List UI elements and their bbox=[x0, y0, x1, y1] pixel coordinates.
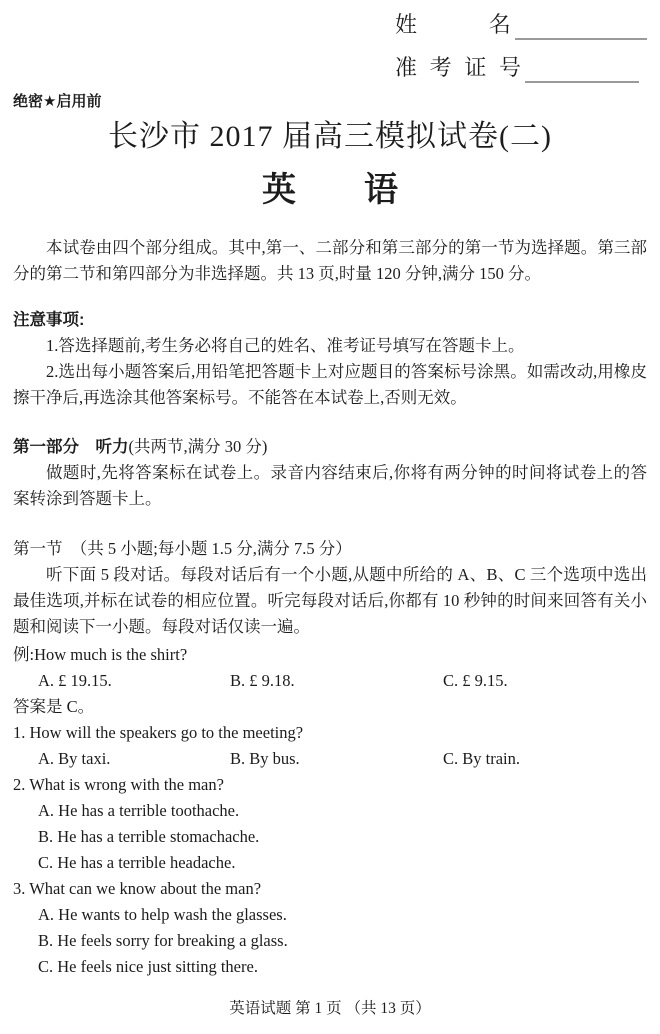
exam-title: 长沙市 2017 届高三模拟试卷(二) bbox=[108, 120, 552, 153]
question-1-option-a: A. By taxi. bbox=[38, 749, 111, 768]
example-answer: 答案是 C。 bbox=[13, 697, 95, 716]
name-field-row bbox=[395, 10, 647, 40]
secrecy-notice: 绝密★启用前 bbox=[13, 93, 102, 110]
page-footer: 英语试题 第 1 页 （共 13 页） bbox=[229, 1000, 431, 1017]
document-body bbox=[13, 235, 647, 980]
question-3-option-a: A. He wants to help wash the glasses. bbox=[38, 905, 287, 924]
subject-title: 英 语 bbox=[262, 171, 398, 209]
exam-intro-paragraph: 本试卷由四个部分组成。其中,第一、二部分和第三部分的第一节为选择题。第三部分的第二节和第四部分为非选择题。共 13 页,时量 120 分钟,满分 150 分。 bbox=[13, 238, 647, 283]
question-1-option-b: B. By bus. bbox=[230, 749, 300, 768]
exam-id-field-label: 准考证号 bbox=[395, 55, 521, 80]
question-3-text: 3. What can we know about the man? bbox=[13, 879, 262, 898]
part1-heading bbox=[13, 434, 647, 460]
part1-intro-paragraph: 做题时,先将答案标在试卷上。录音内容结束后,你将有两分钟的时间将试卷上的答案转涂到答题卡上。 bbox=[13, 463, 647, 508]
example-prompt: 例:How much is the shirt? bbox=[13, 645, 188, 664]
exam-id-field-row bbox=[395, 53, 647, 83]
note-item-2: 2.选出每小题答案后,用铅笔把答题卡上对应题目的答案标号涂黑。如需改动,用橡皮擦干净后,再选涂其他答案标号。不能答在本试卷上,否则无效。 bbox=[13, 362, 647, 407]
question-2-option-c: C. He has a terrible headache. bbox=[38, 853, 236, 872]
note-item-1: 1.答选择题前,考生务必将自己的姓名、准考证号填写在答题卡上。 bbox=[46, 336, 525, 355]
question-3-option-b: B. He feels sorry for breaking a glass. bbox=[38, 931, 288, 950]
example-option-a: A. £ 19.15. bbox=[38, 671, 112, 690]
section1-heading: 第一节 （共 5 小题;每小题 1.5 分,满分 7.5 分） bbox=[13, 539, 352, 558]
header-fields bbox=[395, 10, 647, 96]
example-options-row bbox=[38, 668, 647, 694]
question-1-options-row bbox=[38, 746, 647, 772]
exam-id-field-blank-line bbox=[525, 53, 639, 83]
notes-heading: 注意事项: bbox=[13, 311, 85, 329]
question-1-text: 1. How will the speakers go to the meeting? bbox=[13, 723, 304, 742]
question-2-text: 2. What is wrong with the man? bbox=[13, 775, 224, 794]
example-option-b: B. £ 9.18. bbox=[230, 671, 295, 690]
question-2-option-b: B. He has a terrible stomachache. bbox=[38, 827, 260, 846]
part1-heading-score: (共两节,满分 30 分) bbox=[128, 437, 268, 456]
name-field-label: 姓名 bbox=[395, 12, 511, 37]
name-field-blank-line bbox=[515, 10, 647, 40]
part1-heading-title: 第一部分 听力 bbox=[13, 438, 129, 456]
question-1-option-c: C. By train. bbox=[443, 749, 520, 768]
question-3-option-c: C. He feels nice just sitting there. bbox=[38, 957, 258, 976]
section1-instructions: 听下面 5 段对话。每段对话后有一个小题,从题中所给的 A、B、C 三个选项中选出最佳选项,并标在试卷的相应位置。听完每段对话后,你都有 10 秒钟的时间来回答有关小题和阅读下一小题。每段对话仅读一遍。 bbox=[13, 565, 647, 636]
example-option-c: C. £ 9.15. bbox=[443, 671, 508, 690]
question-2-option-a: A. He has a terrible toothache. bbox=[38, 801, 240, 820]
